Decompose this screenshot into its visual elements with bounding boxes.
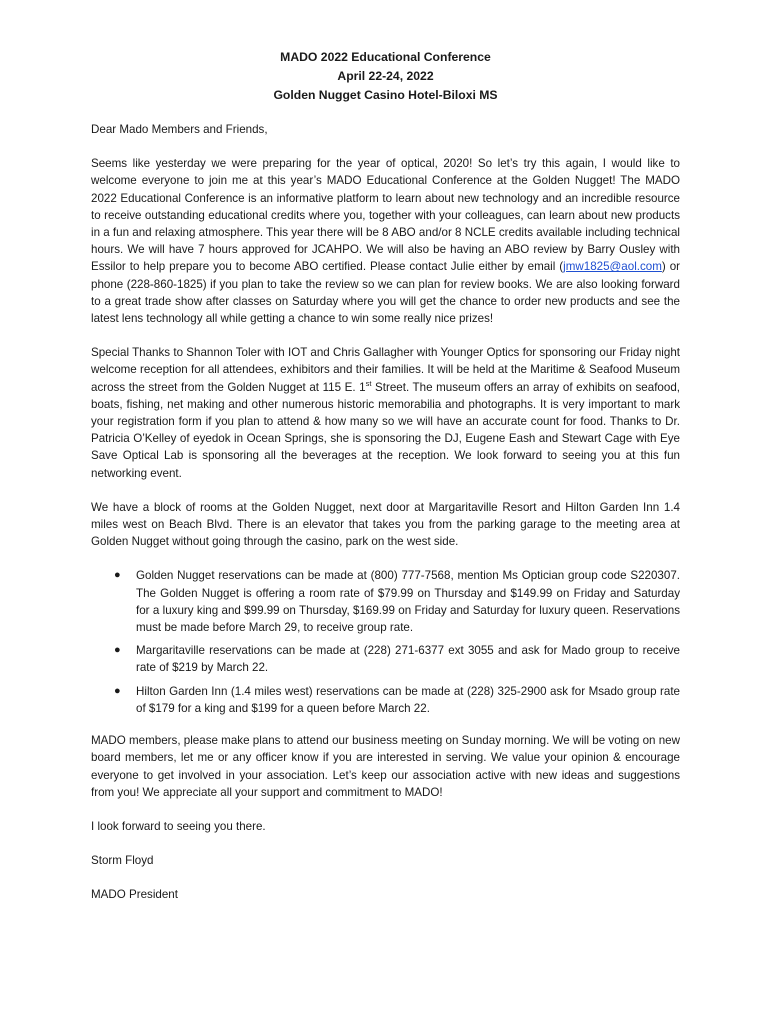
greeting: Dear Mado Members and Friends, — [91, 123, 268, 136]
bullet-icon: ● — [114, 684, 121, 697]
signature-title: MADO President — [91, 888, 178, 902]
paragraph-welcome-part1: Seems like yesterday we were preparing for the year of optical, 2020! So let’s try this again, I would like to welcome everyone to join me at this year’s MADO Educational Conference at the Golden Nugget! The MADO 2022 Educational Conference is an informative platform to learn about new technology and an incredible resource to receive outstanding educational credits where you, together with your colleagues, can learn about new products in a fun and relaxing atmosphere. This year there will be 8 ABO and/or 8 NCLE credits available including technical hours. We will have 7 hours approved for JCAHPO. We will also be having an ABO review by Barry Ousley with Essilor to help prepare you to become ABO certified. Please contact Julie either by email ( — [91, 157, 680, 274]
reservation-margaritaville: Margaritaville reservations can be made at (228) 271-6377 ext 3055 and ask for Mado group to receive rate of $219 by March 22. — [136, 644, 680, 675]
conference-title: MADO 2022 Educational Conference — [280, 50, 491, 64]
bullet-icon: ● — [114, 569, 121, 582]
paragraph-welcome — [91, 155, 680, 327]
bullet-icon: ● — [114, 644, 121, 657]
reservation-list — [91, 567, 680, 717]
list-item — [114, 683, 680, 717]
reservation-golden-nugget: Golden Nugget reservations can be made at (800) 777-7568, mention Ms Optician group code S220307. The Golden Nugget is offering a room rate of $79.99 on Thursday and $149.99 on Friday and Saturday for a luxury king and $99.99 on Thursday, $169.99 on Friday and Saturday for luxury queen. Reservations must be made before March 29, to receive group rate. — [136, 569, 680, 635]
signature-name: Storm Floyd — [91, 854, 154, 868]
email-link[interactable]: jmw1825@aol.com — [563, 260, 662, 274]
list-item — [114, 567, 680, 636]
paragraph-welcome-part2: ) or phone (228-860-1825) if you plan to take the review so we can plan for review books. We are also looking forward to a great trade show after classes on Saturday where you will get the chance to order new products and see the latest lens technology all while getting a chance to win some really nice prizes! — [91, 260, 681, 326]
conference-venue: Golden Nugget Casino Hotel-Biloxi MS — [273, 88, 498, 102]
letter-header — [91, 48, 680, 105]
paragraph-sponsors-part2: Street. The museum offers an array of exhibits on seafood, boats, fishing, net making and other numerous historic memorabilia and photographs. It is very important to mark your registration form if you plan to attend & how many so we will have an accurate count for food. Thanks to Dr. Patricia O’Kelley of eyedok in Ocean Springs, she is sponsoring the DJ, Eugene Eash and Stewart Cage with Eye Save Optical Lab is sponsoring all the beverages at the reception. We look forward to seeing you at this fun networking event. — [91, 380, 680, 480]
paragraph-sponsors-part1: Special Thanks to Shannon Toler with IOT and Chris Gallagher with Younger Optics for sponsoring our Friday night welcome reception for all attendees, exhibitors and their families. It will be held at the Maritime & Seafood Museum across the street from the Golden Nugget at 115 E. 1 — [91, 346, 680, 394]
paragraph-business-meeting: MADO members, please make plans to attend our business meeting on Sunday morning. We will be voting on new board members, let me or any officer know if you are interested in serving. We value your opinion & encourage everyone to get involved in your association. Let’s keep our association active with new ideas and suggestions from you! We appreciate all your support and commitment to MADO! — [91, 734, 680, 799]
ordinal-superscript: st — [365, 378, 372, 388]
paragraph-sponsors — [91, 344, 680, 482]
reservation-hilton: Hilton Garden Inn (1.4 miles west) reservations can be made at (228) 325-2900 ask for Msado group rate of $179 for a king and $199 for a queen before March 22. — [136, 684, 680, 715]
list-item — [114, 642, 680, 676]
conference-dates: April 22-24, 2022 — [337, 69, 434, 83]
paragraph-rooms: We have a block of rooms at the Golden Nugget, next door at Margaritaville Resort and Hilton Garden Inn 1.4 miles west on Beach Blvd. There is an elevator that takes you from the parking garage to the meeting area at Golden Nugget without going through the casino, park on the west side. — [91, 500, 680, 549]
closing-line: I look forward to seeing you there. — [91, 819, 266, 833]
